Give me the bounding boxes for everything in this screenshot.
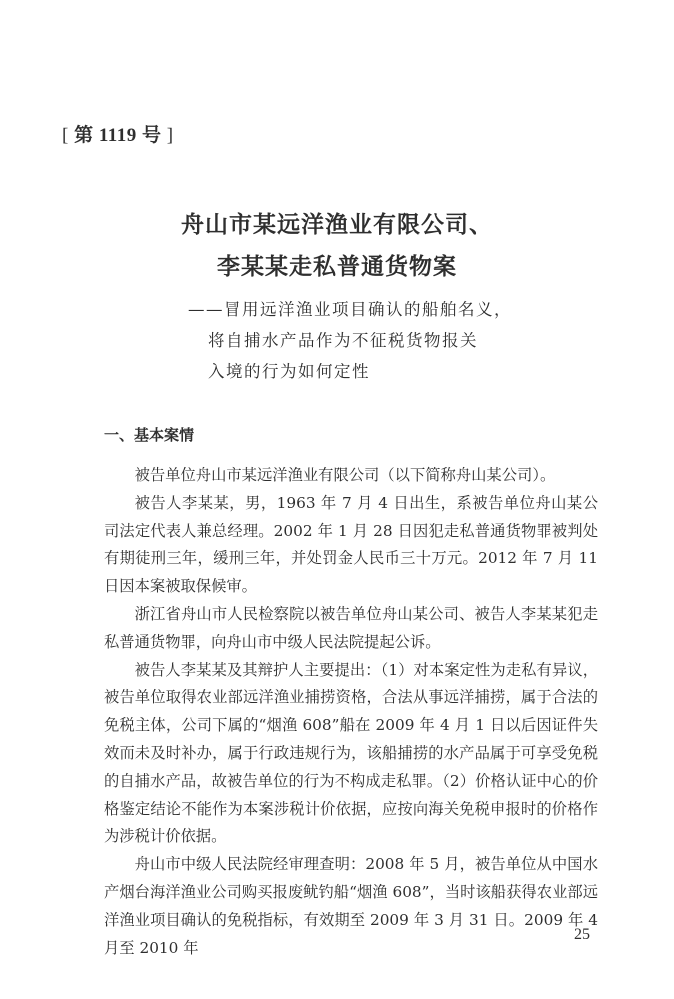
case-number-label: 第 1119 号	[74, 125, 162, 146]
paragraph-defendant-unit: 被告单位舟山市某远洋渔业有限公司（以下简称舟山某公司）。	[134, 466, 556, 484]
case-title-line-2: 李某某走私普通货物案	[217, 253, 457, 280]
body-text	[104, 462, 598, 962]
case-title-line-1: 舟山市某远洋渔业有限公司、	[181, 211, 493, 238]
paragraph-court-findings: 舟山市中级人民法院经审理查明：2008 年 5 月，被告单位从中国水产烟台海洋渔业公司购买报废鱿钓船“烟渔 608”，当时该船获得农业部远洋渔业项目确认的免税指标，有效期至 2009 年 3 月 31 日。2009 年 4 月至 2010 年	[104, 855, 598, 957]
page-number: 25	[574, 926, 590, 943]
case-subtitle-line-3: 入境的行为如何定性	[208, 362, 370, 381]
section-heading: 一、基本案情	[104, 426, 195, 444]
paragraph-defendant-person: 被告人李某某，男，1963 年 7 月 4 日出生，系被告单位舟山某公司法定代表人兼总经理。2002 年 1 月 28 日因犯走私普通货物罪被判处有期徒刑三年，缓刑三年，并处罚金人民币三十万元。2012 年 7 月 11 日因本案被取保候审。	[104, 493, 598, 596]
case-number-open-bracket: [	[62, 125, 69, 146]
case-number-close-bracket: ]	[166, 125, 174, 146]
case-subtitle-line-2: 将自捕水产品作为不征税货物报关	[208, 331, 478, 350]
paragraph-defense: 被告人李某某及其辩护人主要提出：（1）对本案定性为走私有异议，被告单位取得农业部远洋渔业捕捞资格，合法从事远洋捕捞，属于合法的免税主体，公司下属的“烟渔 608”船在 2009 年 4 月 1 日以后因证件失效而未及时补办，属于行政违规行为，该船捕捞的水产品属于可享受免税的自捕水产品，故被告单位的行为不构成走私罪。（2）价格认证中心的价格鉴定结论不能作为本案涉税计价依据，应按向海关免税申报时的价格作为涉税计价依据。	[104, 660, 598, 846]
case-number	[62, 120, 174, 147]
case-subtitle-line-1: ——冒用远洋渔业项目确认的船舶名义，	[188, 300, 512, 319]
paragraph-prosecution: 浙江省舟山市人民检察院以被告单位舟山某公司、被告人李某某犯走私普通货物罪，向舟山市中级人民法院提起公诉。	[104, 604, 598, 651]
